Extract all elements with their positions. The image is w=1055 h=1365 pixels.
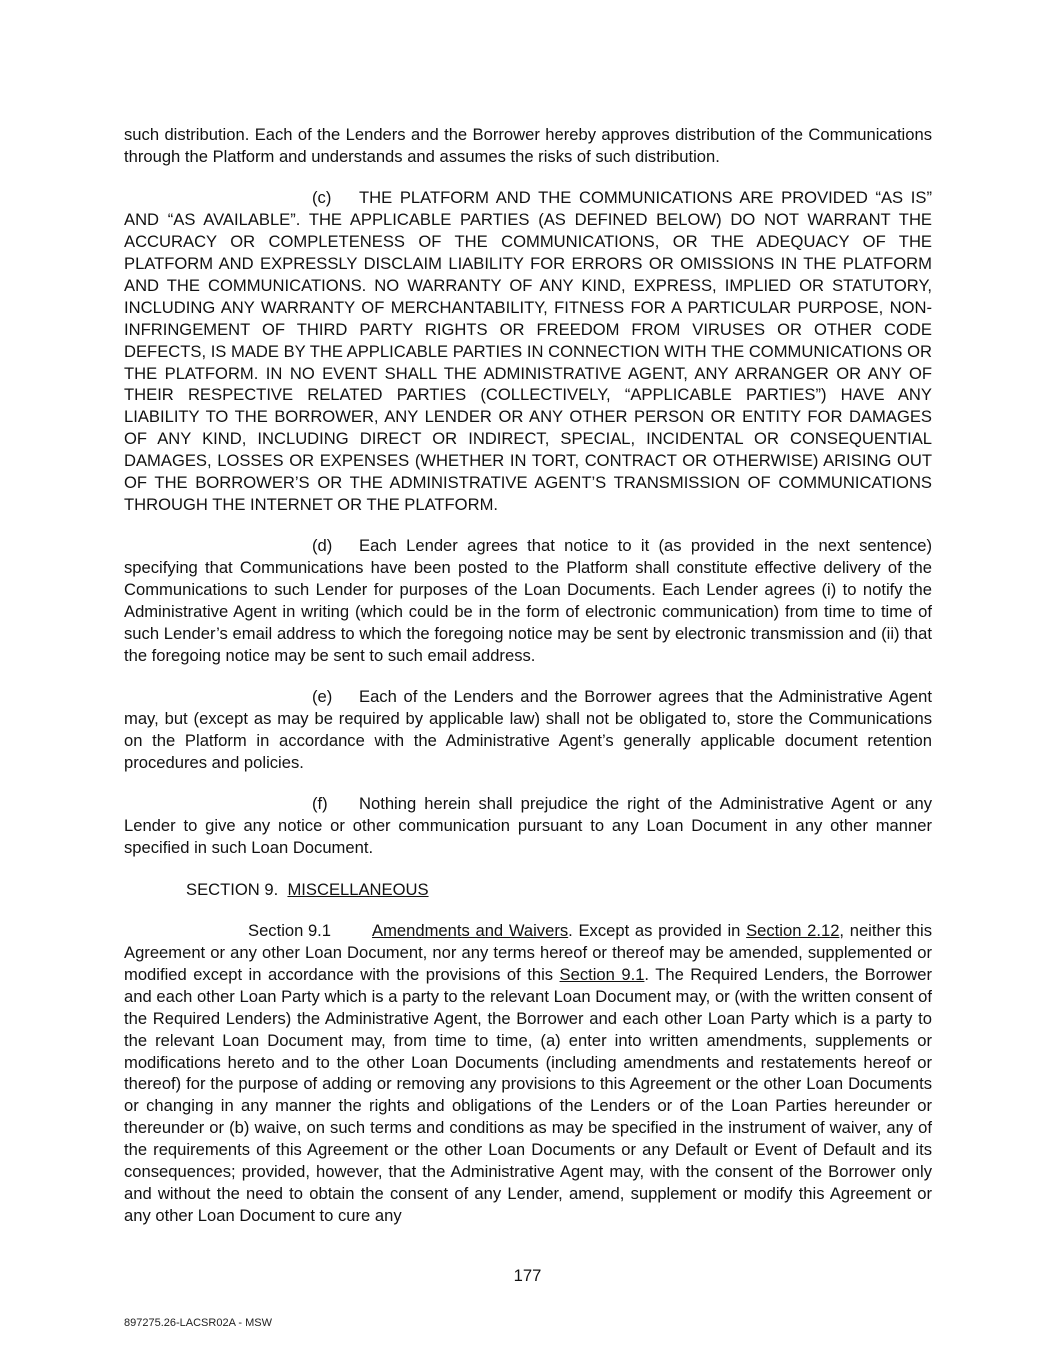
section-reference-link: Section 2.12 bbox=[746, 921, 840, 941]
section-prefix: SECTION 9. bbox=[186, 879, 279, 899]
section-title: MISCELLANEOUS bbox=[287, 879, 429, 899]
paragraph-text: Nothing herein shall prejudice the right of the Administrative Agent or any Lender to give any notice or other communication pursuant to any Loan Document in any other manner specified in such Loan Document. bbox=[124, 794, 932, 858]
paragraph-text: Each of the Lenders and the Borrower agrees that the Administrative Agent may, but (except as may be required by applicable law) shall not be obligated to, store the Communications on the Platform in accordance with the Administrative Agent’s generally applicable document retention procedures and policies. bbox=[124, 687, 932, 773]
paragraph-text: THE PLATFORM AND THE COMMUNICATIONS ARE PROVIDED “AS IS” AND “AS AVAILABLE”. THE APPLICABLE PARTIES (AS DEFINED BELOW) DO NOT WARRANT THE ACCURACY OR COMPLETENESS OF THE COMMUNICATIONS, OR THE ADEQUACY OF THE PLATFORM AND EXPRESSLY DISCLAIM LIABILITY FOR ERRORS OR OMISSIONS IN THE PLATFORM AND THE COMMUNICATIONS. NO WARRANTY OF ANY KIND, EXPRESS, IMPLIED OR STATUTORY, INCLUDING ANY WARRANTY OF MERCHANTABILITY, FITNESS FOR A PARTICULAR PURPOSE, NON-INFRINGEMENT OF THIRD PARTY RIGHTS OR FREEDOM FROM VIRUSES OR OTHER CODE DEFECTS, IS MADE BY THE APPLICABLE PARTIES IN CONNECTION WITH THE COMMUNICATIONS OR THE PLATFORM. IN NO EVENT SHALL THE ADMINISTRATIVE AGENT, ANY ARRANGER OR ANY OF THEIR RESPECTIVE RELATED PARTIES (COLLECTIVELY, “APPLICABLE PARTIES”) HAVE ANY LIABILITY TO THE BORROWER, ANY LENDER OR ANY OTHER PERSON OR ENTITY FOR DAMAGES OF ANY KIND, INCLUDING DIRECT OR INDIRECT, SPECIAL, INCIDENTAL OR CONSEQUENTIAL DAMAGES, LOSSES OR EXPENSES (WHETHER IN TORT, CONTRACT OR OTHERWISE) ARISING OUT OF THE BORROWER’S OR THE ADMINISTRATIVE AGENT’S TRANSMISSION OF COMMUNICATIONS THROUGH THE INTERNET OR THE PLATFORM. bbox=[124, 188, 932, 514]
section-text-1: . Except as provided in bbox=[568, 921, 747, 941]
paragraph-c bbox=[124, 187, 932, 516]
paragraph-label: (f) bbox=[312, 794, 328, 814]
section-text-3: . The Required Lenders, the Borrower and each other Loan Party which is a party to the relevant Loan Document may, or (with the written consent of the Required Lenders) the Administrative Agent, the Borrower and each other Loan Party which is a party to the relevant Loan Document may, from time to time, (a) enter into written amendments, supplements or modifications hereto and to the other Loan Documents (including amendments and restatements hereof or thereof) for the purpose of adding or removing any provisions to this Agreement or the other Loan Documents or changing in any manner the rights and obligations of the Lenders or of the Loan Parties hereunder or thereunder or (b) waive, on such terms and conditions as may be specified in the instrument of waiver, any of the requirements of this Agreement or the other Loan Documents or any Default or Event of Default and its consequences; provided, however, that the Administrative Agent may, with the consent of the Borrower only and without the need to obtain the consent of any Lender, amend, supplement or modify this Agreement or any other Loan Document to cure any bbox=[124, 964, 932, 1225]
paragraph-d bbox=[124, 535, 932, 666]
paragraph-label: (e) bbox=[312, 687, 333, 707]
section-number: Section 9.1 bbox=[248, 921, 332, 941]
paragraph-f bbox=[124, 793, 932, 859]
paragraph-label: (d) bbox=[312, 536, 333, 556]
paragraph-continuation: such distribution. Each of the Lenders and the Borrower hereby approves distribution of the Communications through the Platform and understands and assumes the risks of such distribution. bbox=[124, 125, 932, 166]
paragraph-label: (c) bbox=[312, 188, 332, 208]
paragraph-text: Each Lender agrees that notice to it (as provided in the next sentence) specifying that Communications have been posted to the Platform shall constitute effective delivery of the Communications to such Lender for purposes of the Loan Documents. Each Lender agrees (i) to notify the Administrative Agent in writing (which could be in the form of electronic communication) from time to time of such Lender’s email address to which the foregoing notice may be sent by electronic transmission and (ii) that the foregoing notice may be sent to such email address. bbox=[124, 536, 932, 665]
section-reference-link: Section 9.1 bbox=[559, 964, 645, 984]
page-number: 177 bbox=[513, 1266, 542, 1285]
document-id: 897275.26-LACSR02A - MSW bbox=[124, 1317, 272, 1329]
document-page bbox=[124, 124, 932, 1227]
section-title: Amendments and Waivers bbox=[372, 921, 569, 941]
section-text-2: , neither this Agreement or any other Loan Document, nor any terms hereof or thereof may be amended, supplemented or modified except in accordance with the provisions of this bbox=[124, 921, 932, 984]
section-9-1-paragraph bbox=[124, 920, 932, 1227]
paragraph-e bbox=[124, 686, 932, 774]
section-heading bbox=[124, 879, 932, 901]
